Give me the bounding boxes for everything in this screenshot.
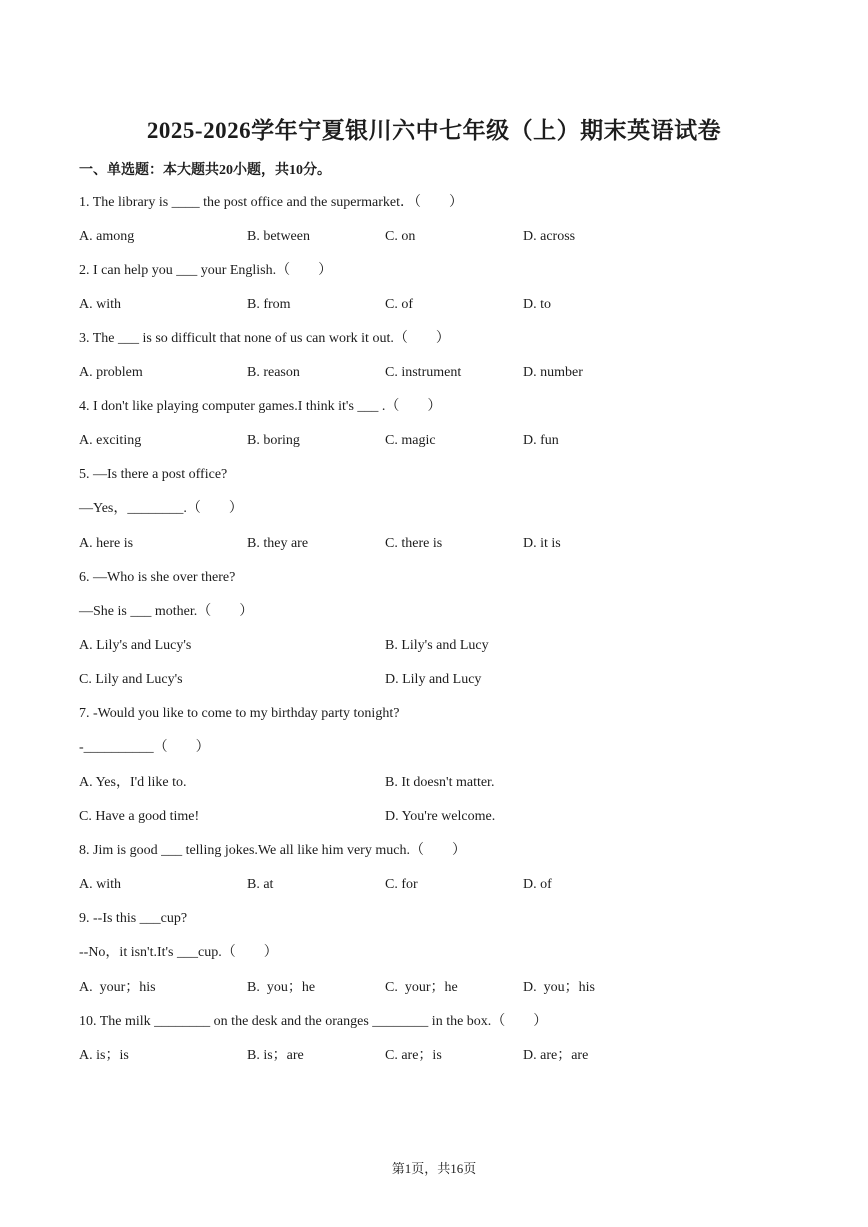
q4-option-c: C. magic bbox=[385, 433, 436, 448]
q8-option-d: D. of bbox=[523, 877, 552, 892]
q9-option-c: C. your；he bbox=[385, 980, 458, 995]
q8-option-a: A. with bbox=[79, 877, 121, 892]
question-5-stem-reply: —Yes，________.（ ） bbox=[79, 501, 243, 516]
q9-option-d: D. you；his bbox=[523, 980, 595, 995]
q7-option-c: C. Have a good time! bbox=[79, 809, 200, 824]
question-2-stem: 2. I can help you ___ your English.（ ） bbox=[79, 263, 333, 278]
q6-option-d: D. Lily and Lucy bbox=[385, 672, 482, 687]
q8-option-b: B. at bbox=[247, 877, 274, 892]
page-title: 2025-2026学年宁夏银川六中七年级（上）期末英语试卷 bbox=[146, 118, 722, 143]
q2-option-a: A. with bbox=[79, 297, 121, 312]
page-footer: 第1页，共16页 bbox=[391, 1161, 477, 1176]
q5-option-a: A. here is bbox=[79, 536, 134, 551]
q3-option-d: D. number bbox=[523, 365, 583, 380]
q3-option-b: B. reason bbox=[247, 365, 300, 380]
question-9-stem-reply: --No，it isn't.It's ___cup.（ ） bbox=[79, 945, 278, 960]
q1-option-d: D. across bbox=[523, 229, 576, 244]
q5-option-c: C. there is bbox=[385, 536, 443, 551]
question-5-stem: 5. —Is there a post office? bbox=[79, 467, 228, 482]
question-7-stem-reply: -__________（ ） bbox=[79, 740, 210, 755]
q4-option-b: B. boring bbox=[247, 433, 300, 448]
q10-option-c: C. are；is bbox=[385, 1048, 442, 1063]
q1-option-b: B. between bbox=[247, 229, 310, 244]
question-3-stem: 3. The ___ is so difficult that none of us can work it out.（ ） bbox=[79, 331, 450, 346]
question-8-stem: 8. Jim is good ___ telling jokes.We all like him very much.（ ） bbox=[79, 843, 466, 858]
q4-option-a: A. exciting bbox=[79, 433, 142, 448]
q9-option-a: A. your；his bbox=[79, 980, 156, 995]
question-10-stem: 10. The milk ________ on the desk and the oranges ________ in the box.（ ） bbox=[79, 1014, 548, 1029]
q9-option-b: B. you；he bbox=[247, 980, 316, 995]
q6-option-a: A. Lily's and Lucy's bbox=[79, 638, 192, 653]
question-9-stem: 9. --Is this ___cup? bbox=[79, 911, 188, 926]
q5-option-b: B. they are bbox=[247, 536, 309, 551]
question-4-stem: 4. I don't like playing computer games.I think it's ___ .（ ） bbox=[79, 399, 442, 414]
q2-option-d: D. to bbox=[523, 297, 551, 312]
question-6-stem-reply: —She is ___ mother.（ ） bbox=[79, 604, 254, 619]
q5-option-d: D. it is bbox=[523, 536, 561, 551]
q4-option-d: D. fun bbox=[523, 433, 559, 448]
question-7-stem: 7. -Would you like to come to my birthday party tonight? bbox=[79, 706, 400, 721]
q1-option-a: A. among bbox=[79, 229, 135, 244]
q10-option-b: B. is；are bbox=[247, 1048, 304, 1063]
q2-option-c: C. of bbox=[385, 297, 413, 312]
q7-option-d: D. You're welcome. bbox=[385, 809, 496, 824]
q8-option-c: C. for bbox=[385, 877, 418, 892]
q3-option-c: C. instrument bbox=[385, 365, 462, 380]
q6-option-b: B. Lily's and Lucy bbox=[385, 638, 489, 653]
q2-option-b: B. from bbox=[247, 297, 291, 312]
section-heading: 一、单选题：本大题共20小题，共10分。 bbox=[79, 163, 331, 178]
q10-option-d: D. are；are bbox=[523, 1048, 589, 1063]
q6-option-c: C. Lily and Lucy's bbox=[79, 672, 183, 687]
question-6-stem: 6. —Who is she over there? bbox=[79, 570, 236, 585]
q3-option-a: A. problem bbox=[79, 365, 143, 380]
q1-option-c: C. on bbox=[385, 229, 416, 244]
q10-option-a: A. is；is bbox=[79, 1048, 129, 1063]
q7-option-b: B. It doesn't matter. bbox=[385, 775, 495, 790]
question-1-stem: 1. The library is ____ the post office and the supermarket．（ ） bbox=[79, 195, 464, 210]
q7-option-a: A. Yes，I'd like to. bbox=[79, 775, 187, 790]
